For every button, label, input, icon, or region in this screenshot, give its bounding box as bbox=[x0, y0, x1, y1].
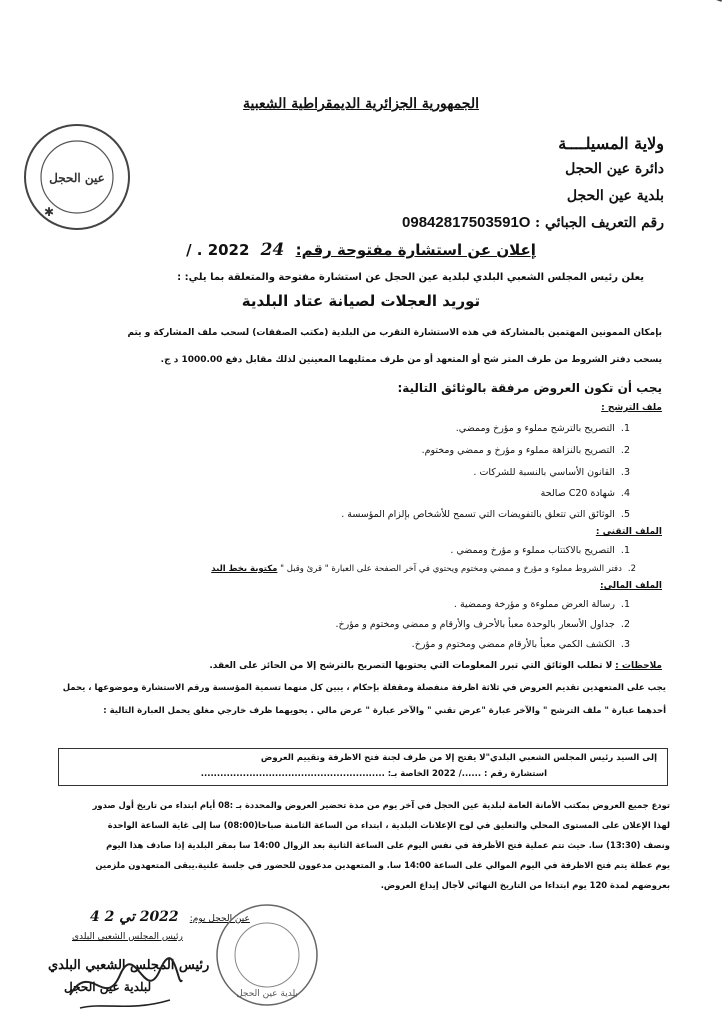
envelope-label-box bbox=[58, 748, 668, 786]
closing-line5: بعروضهم لمدة 120 يوم ابتداءا من التاريخ النهائي لأجال إيداع العروض. bbox=[380, 880, 670, 890]
list-item: 3.الكشف الكمي معبأ بالأرقام ممضي ومختوم و مؤرخ. bbox=[411, 639, 630, 650]
list-item: 1.رسالة العرض مملوءة و مؤرخة وممضية . bbox=[453, 599, 630, 610]
financial-heading: الملف المالي: bbox=[600, 581, 662, 591]
stamp-title-line2: لبلدية عين الحجل bbox=[64, 980, 152, 994]
place-date-label: عين الحجل يوم: bbox=[189, 914, 250, 924]
list-item: 4.شهادة C20 صالحة bbox=[540, 488, 630, 499]
technical-heading: الملف التقني : bbox=[595, 527, 662, 537]
seal-inner-ring bbox=[235, 923, 299, 987]
notes-label: ملاحظات : bbox=[615, 661, 662, 671]
notice-subject: توريد العجلات لصيانة عتاد البلدية bbox=[241, 292, 481, 310]
tax-id-value: 09842817503591O bbox=[402, 214, 531, 231]
list-item: 5.الوثائق التي تتعلق بالتفويضات التي تسمح للأشخاص بإلزام المؤسسة . bbox=[341, 509, 630, 520]
republic-title: الجمهورية الجزائرية الديمقراطية الشعبية bbox=[242, 96, 479, 112]
list-item: 2.التصريح بالنزاهة مملوء و مؤرخ و ممضي ومختوم. bbox=[421, 445, 630, 456]
daira-line: دائرة عين الحجل bbox=[565, 161, 664, 177]
tax-id-row bbox=[402, 214, 664, 231]
candidacy-heading: ملف الترشح : bbox=[601, 403, 662, 413]
notes-row bbox=[209, 661, 662, 671]
star-icon: ✱ bbox=[43, 205, 54, 219]
participation-para-line1: بإمكان الممونين المهتمين بالمشاركة في هذه الاستشارة التقرب من البلدية (مكتب الصفقات) لسحب ملف المشاركة و يتم bbox=[127, 328, 662, 338]
notice-title-row bbox=[0, 240, 722, 260]
official-round-seal bbox=[212, 900, 322, 1010]
docs-heading: يجب أن تكون العروض مرفقة بالوثائق التالية: bbox=[397, 381, 662, 395]
notice-intro: يعلن رئيس المجلس الشعبي البلدي لبلدية عين الحجل عن استشارة مفتوحة والمتعلقة بما يلي: : bbox=[177, 272, 644, 283]
envelope-line1: إلى السيد رئيس المجلس الشعبي البلدي"لا يفتح إلا من طرف لجنة فتح الاظرفة وتقييم العروض bbox=[260, 753, 657, 763]
handwritten-emphasis: مكتوبة بخط اليد bbox=[211, 564, 278, 574]
list-item: 2.جداول الأسعار بالوحدة معبأ بالأحرف والأرقام و ممضي ومختوم و مؤرخ. bbox=[335, 619, 630, 630]
notice-number: 24 bbox=[260, 240, 285, 260]
notes-para1: يجب على المتعهدين تقديم العروض في ثلاثة اظرفة منفصلة ومقفلة بإحكام ، يبين كل منهما تسمية المؤسسة ورقم الاستشارة وموضوعها ، يحمل bbox=[62, 683, 666, 693]
closing-line1: تودع جميع العروض بمكتب الأمانة العامة لبلدية عين الحجل في آخر يوم من مدة تحضير العروض والمحددة بـ :08 أيام ابتداء من تاريخ أول صدور bbox=[92, 800, 670, 810]
closing-line4: يوم عطلة يتم فتح الاظرفة في اليوم الموالي على الساعة 14:00 سا. و المتعهدين مدعوون للحضور في جلسة علنية.يبقى المتعهدون ملزمين bbox=[95, 860, 670, 870]
wilaya-line: ولاية المسيلــــة bbox=[558, 134, 664, 153]
envelope-line2: استشارة رقم : ....../ 2022 الخاصة بـ: ......................................................... bbox=[200, 769, 547, 779]
stamp-title-line1: رئيس المجلس الشعبي البلدي bbox=[48, 958, 210, 973]
handwritten-signature bbox=[60, 950, 190, 1020]
participation-para-line2: يسحب دفتر الشروط من طرف المتر شح أو المتعهد أو من طرف ممثليهما المعينين لذلك مقابل دفع 1000.00 د ج. bbox=[160, 355, 662, 365]
commune-line: بلدية عين الحجل bbox=[566, 188, 664, 204]
list-item: 1.التصريح بالترشح مملوء و مؤرخ وممضي. bbox=[455, 423, 630, 434]
tax-id-label: رقم التعريف الجبائي : bbox=[534, 215, 664, 231]
notes-text: لا تطلب الوثائق التي تبرر المعلومات التي يحتويها التصريح بالترشح إلا من الحائز على العقد. bbox=[209, 661, 613, 671]
notice-title: إعلان عن استشارة مفتوحة رقم: bbox=[295, 241, 536, 259]
closing-line3: ونصف (13:30) سا. حيث تتم عملية فتح الأظرفة في نفس اليوم على الساعة الثانية بعد الزوال 14:00 سا بمقر البلدية إذا صادف هذا اليوم bbox=[106, 840, 670, 850]
scan-edge-line bbox=[609, 0, 722, 2]
notice-year: 2022 . / bbox=[186, 241, 250, 259]
list-item: 2.دفتر الشروط مملوء و مؤرخ و ممضي ومختوم ويحتوي في آخر الصفحة على العبارة " قرئ وقبل " مكتوبة بخط اليد bbox=[211, 564, 636, 574]
top-left-stamp bbox=[18, 118, 136, 236]
closing-line2: لهذا الإعلان على المستوى المحلي والتعليق في لوح الإعلانات البلدية ، ابتداء من الساعة الثامنة صباحا(08:00) سا إلى غاية الساعة الواحدة bbox=[107, 820, 670, 830]
stamp-text: عين الحجل bbox=[49, 171, 105, 185]
list-item: 3.القانون الأساسي بالنسبة للشركات . bbox=[473, 467, 630, 478]
seal-text: بلدية عين الحجل bbox=[236, 989, 298, 999]
official-title: رئيس المجلس الشعبي البلدي bbox=[72, 932, 183, 942]
list-item: 1.التصريح بالاكتتاب مملوء و مؤرخ وممضي . bbox=[450, 545, 630, 556]
handwritten-date: 2022 تي 2 4 bbox=[90, 909, 179, 925]
notes-para2: أحدهما عبارة " ملف الترشح " والآخر عبارة "عرض تقني " والآخر عبارة " عرض مالي . يحويهما ظرف خارجي مغلق يحمل العبارة التالية : bbox=[103, 706, 666, 716]
